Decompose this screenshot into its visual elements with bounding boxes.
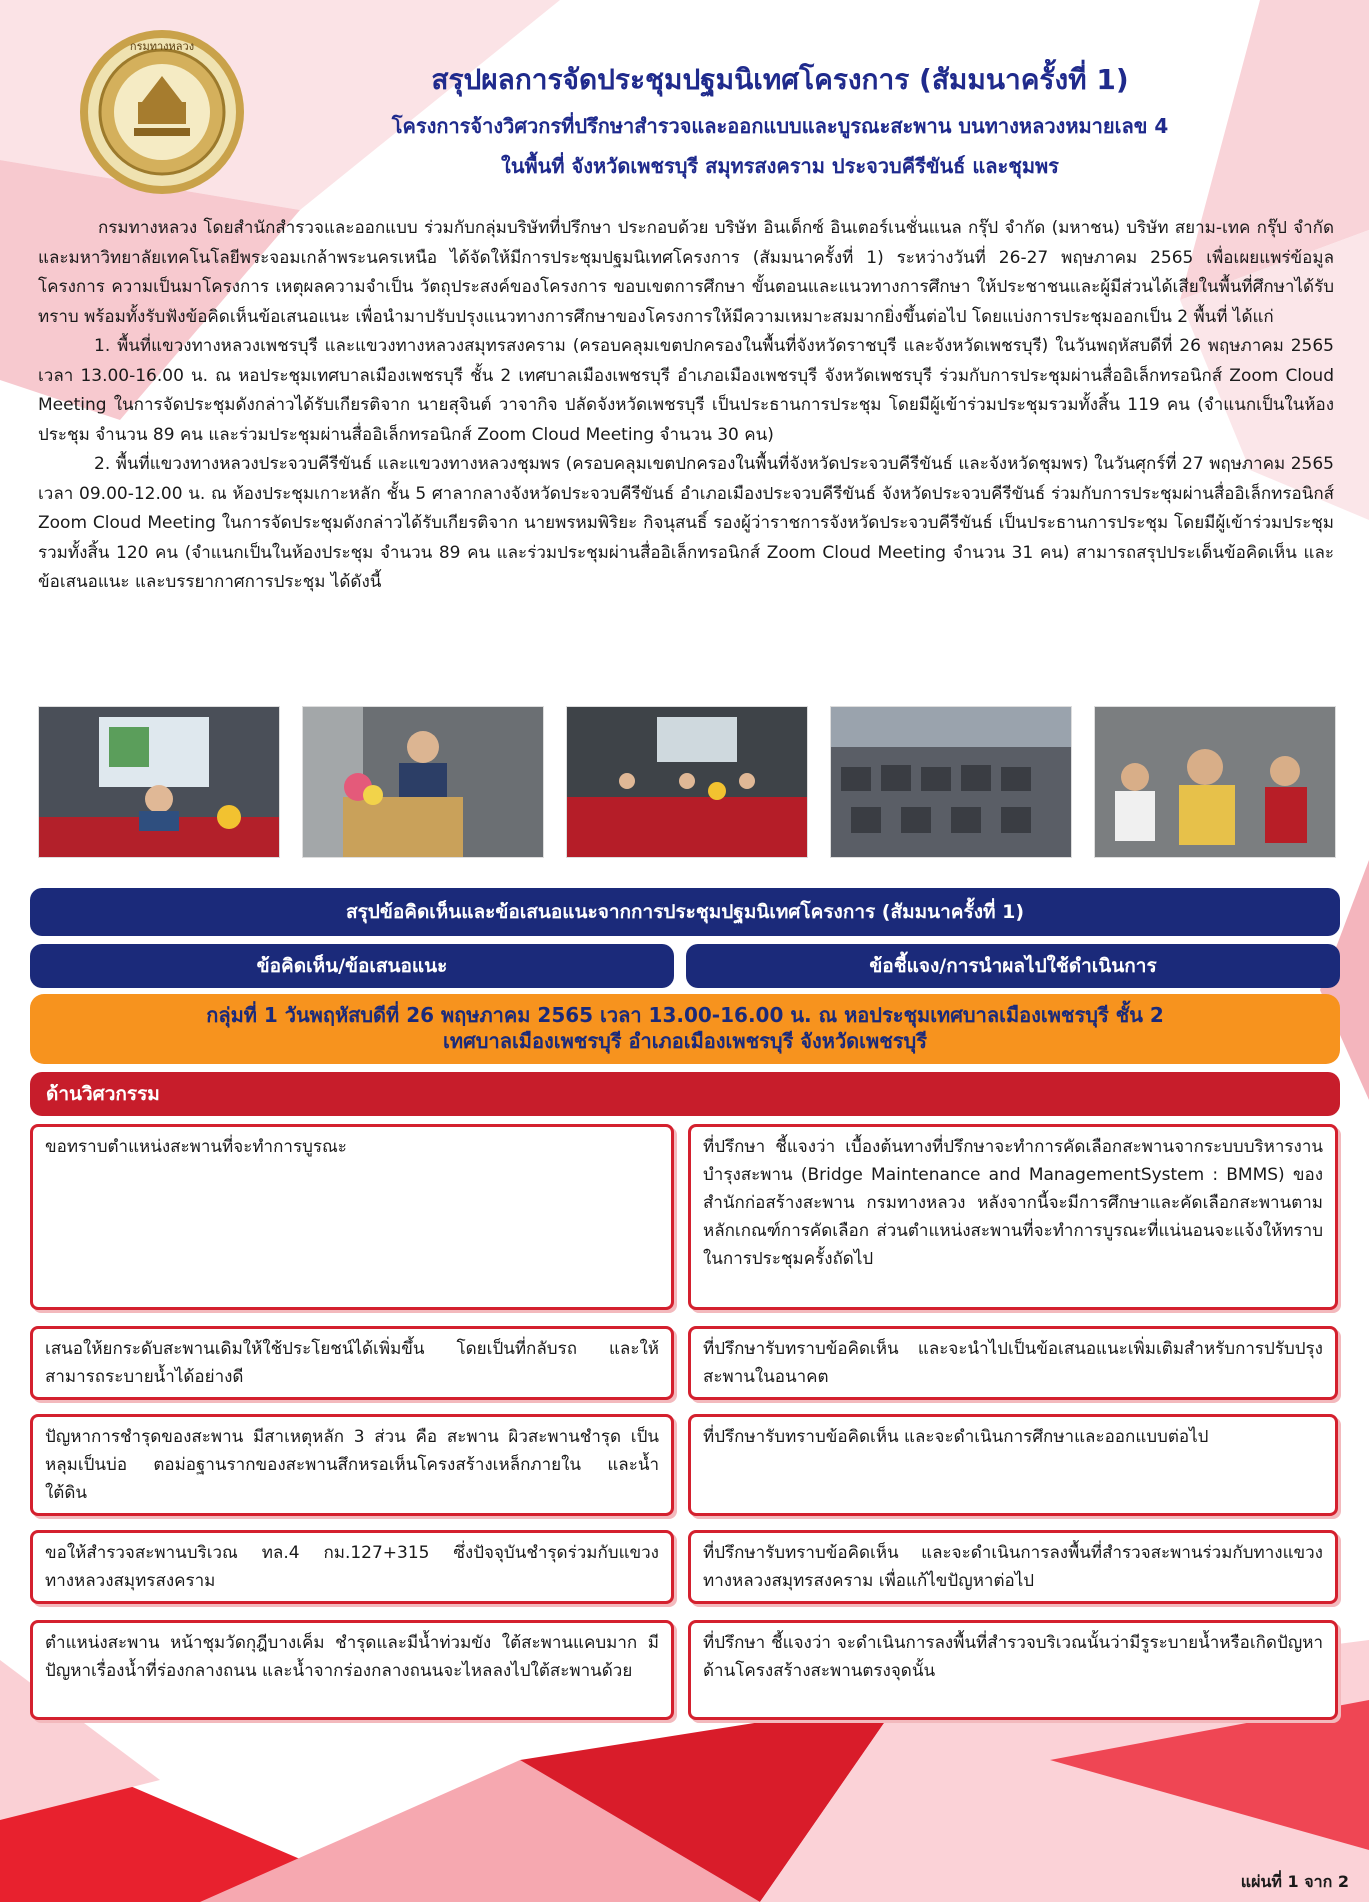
project-area: ในพื้นที่ จังหวัดเพชรบุรี สมุทรสงคราม ประจวบคีรีขันธ์ และชุมพร [501,154,1059,178]
meeting-photo-2 [302,706,544,858]
column-header-comments: ข้อคิดเห็น/ข้อเสนอแนะ [30,944,674,988]
project-subtitle: โครงการจ้างวิศวกรที่ปรึกษาสำรวจและออกแบบและบูรณะสะพาน บนทางหลวงหมายเลข 4 [391,114,1169,138]
summary-title-bar: สรุปข้อคิดเห็นและข้อเสนอแนะจากการประชุมปฐมนิเทศโครงการ (สัมมนาครั้งที่ 1) [30,888,1340,936]
meeting-photos [38,706,1334,858]
intro-text [38,214,1334,598]
response-cell: ที่ปรึกษารับทราบข้อคิดเห็น และจะดำเนินการศึกษาและออกแบบต่อไป [688,1414,1338,1516]
column-header-responses: ข้อชี้แจง/การนำผลไปใช้ดำเนินการ [686,944,1340,988]
department-seal-logo [78,28,246,196]
area-2-paragraph: 2. พื้นที่แขวงทางหลวงประจวบคีรีขันธ์ และแขวงทางหลวงชุมพร (ครอบคลุมเขตปกครองในพื้นที่จังหวัดประจวบคีรีขันธ์ และจังหวัดชุมพร) ในวันศุกร์ที่ 27 พฤษภาคม 2565 เวลา 09.00-12.00 น. ณ ห้องประชุมเกาะหลัก ชั้น 5 ศาลากลางจังหวัดประจวบคีรีขันธ์ อำเภอเมืองประจวบคีรีขันธ์ จังหวัดประจวบคีรีขันธ์ ร่วมกับการประชุมผ่านสื่ออิเล็กทรอนิกส์ Zoom Cloud Meeting ในการจัดประชุมดังกล่าวได้รับเกียรติจาก นายพรหมพิริยะ กิจนุสนธิ์ รองผู้ว่าราชการจังหวัดประจวบคีรีขันธ์ เป็นประธานการประชุม โดยมีผู้เข้าร่วมประชุมรวมทั้งสิ้น 120 คน (จำแนกเป็นในห้องประชุม จำนวน 89 คน และร่วมประชุมผ่านสื่ออิเล็กทรอนิกส์ Zoom Cloud Meeting จำนวน 31 คน) สามารถสรุปประเด็นข้อคิดเห็น และข้อเสนอแนะ และบรรยากาศการประชุม ได้ดังนี้ [38,454,1334,592]
comment-cell: ขอให้สำรวจสะพานบริเวณ ทล.4 กม.127+315 ซึ่งปัจจุบันชำรุดร่วมกับแขวงทางหลวงสมุทรสงคราม [30,1530,674,1604]
group-1-line-1: กลุ่มที่ 1 วันพฤหัสบดีที่ 26 พฤษภาคม 2565 เวลา 13.00-16.00 น. ณ หอประชุมเทศบาลเมืองเพชรบุรี ชั้น 2 [206,1003,1164,1027]
response-cell: ที่ปรึกษารับทราบข้อคิดเห็น และจะดำเนินการลงพื้นที่สำรวจสะพานร่วมกับทางแขวงทางหลวงสมุทรสงคราม เพื่อแก้ไขปัญหาต่อไป [688,1530,1338,1604]
comment-cell: ปัญหาการชำรุดของสะพาน มีสาเหตุหลัก 3 ส่วน คือ สะพาน ผิวสะพานชำรุด เป็นหลุมเป็นบ่อ ตอม่อฐานรากของสะพานสึกหรอเห็นโครงสร้างเหล็กภายใน และน้ำใต้ดิน [30,1414,674,1516]
intro-paragraph: กรมทางหลวง โดยสำนักสำรวจและออกแบบ ร่วมกับกลุ่มบริษัทที่ปรึกษา ประกอบด้วย บริษัท อินเด็กซ์ อินเตอร์เนชั่นแนล กรุ๊ป จำกัด (มหาชน) บริษัท สยาม-เทค กรุ๊ป จำกัด และมหาวิทยาลัยเทคโนโลยีพระจอมเกล้าพระนครเหนือ ได้จัดให้มีการประชุมปฐมนิเทศโครงการ (สัมมนาครั้งที่ 1) ระหว่างวันที่ 26-27 พฤษภาคม 2565 เพื่อเผยแพร่ข้อมูลโครงการ ความเป็นมาโครงการ เหตุผลความจำเป็น วัตถุประสงค์ของโครงการ ขอบเขตการศึกษา ขั้นตอนและแนวทางการศึกษา ให้ประชาชนและผู้มีส่วนได้เสียในพื้นที่ศึกษาได้รับทราบ พร้อมทั้งรับฟังข้อคิดเห็นข้อเสนอแนะ เพื่อนำมาปรับปรุงแนวทางการศึกษาของโครงการให้มีความเหมาะสมมากยิ่งขึ้นต่อไป โดยแบ่งการประชุมออกเป็น 2 พื้นที่ ได้แก่ [38,218,1334,327]
area-1-paragraph: 1. พื้นที่แขวงทางหลวงเพชรบุรี และแขวงทางหลวงสมุทรสงคราม (ครอบคลุมเขตปกครองในพื้นที่จังหวัดราชบุรี และจังหวัดเพชรบุรี) ในวันพฤหัสบดีที่ 26 พฤษภาคม 2565 เวลา 13.00-16.00 น. ณ หอประชุมเทศบาลเมืองเพชรบุรี ชั้น 2 เทศบาลเมืองเพชรบุรี อำเภอเมืองเพชรบุรี จังหวัดเพชรบุรี ร่วมกับการประชุมผ่านสื่ออิเล็กทรอนิกส์ Zoom Cloud Meeting ในการจัดประชุมดังกล่าวได้รับเกียรติจาก นายสุจินต์ วาจากิจ ปลัดจังหวัดเพชรบุรี เป็นประธานการประชุม โดยมีผู้เข้าร่วมประชุมรวมทั้งสิ้น 119 คน (จำแนกเป็นในห้องประชุม จำนวน 89 คน และร่วมประชุมผ่านสื่ออิเล็กทรอนิกส์ Zoom Cloud Meeting จำนวน 30 คน) [38,336,1334,445]
header [0,0,1369,200]
group-1-line-2: เทศบาลเมืองเพชรบุรี อำเภอเมืองเพชรบุรี จังหวัดเพชรบุรี [443,1029,927,1053]
comment-cell: ตำแหน่งสะพาน หน้าชุมวัดกุฎีบางเค็ม ชำรุดและมีน้ำท่วมขัง ใต้สะพานแคบมาก มีปัญหาเรื่องน้ำที่ร่องกลางถนน และน้ำจากร่องกลางถนนจะไหลลงไปใต้สะพานด้วย [30,1620,674,1720]
meeting-photo-4 [830,706,1072,858]
meeting-photo-1 [38,706,280,858]
comment-cell: เสนอให้ยกระดับสะพานเดิมให้ใช้ประโยชน์ได้เพิ่มขึ้น โดยเป็นที่กลับรถ และให้สามารถระบายน้ำได้อย่างดี [30,1326,674,1400]
meeting-photo-3 [566,706,808,858]
response-cell: ที่ปรึกษารับทราบข้อคิดเห็น และจะนำไปเป็นข้อเสนอแนะเพิ่มเติมสำหรับการปรับปรุงสะพานในอนาคต [688,1326,1338,1400]
section-engineering: ด้านวิศวกรรม [30,1072,1340,1116]
response-cell: ที่ปรึกษา ชี้แจงว่า จะดำเนินการลงพื้นที่สำรวจบริเวณนั้นว่ามีรูระบายน้ำหรือเกิดปัญหาด้านโครงสร้างสะพานตรงจุดนั้น [688,1620,1338,1720]
group-1-header [30,994,1340,1064]
comment-cell: ขอทราบตำแหน่งสะพานที่จะทำการบูรณะ [30,1124,674,1310]
page-title: สรุปผลการจัดประชุมปฐมนิเทศโครงการ (สัมมนาครั้งที่ 1) [431,63,1129,96]
page-number: แผ่นที่ 1 จาก 2 [1240,1872,1349,1891]
seal-text: กรมทางหลวง [129,40,195,53]
meeting-photo-5 [1094,706,1336,858]
response-cell: ที่ปรึกษา ชี้แจงว่า เบื้องต้นทางที่ปรึกษาจะทำการคัดเลือกสะพานจากระบบบริหารงานบำรุงสะพาน (Bridge Maintenance and ManagementSystem : BMMS) ของสำนักก่อสร้างสะพาน กรมทางหลวง หลังจากนี้จะมีการศึกษาและคัดเลือกสะพานตามหลักเกณฑ์การคัดเลือก ส่วนตำแหน่งสะพานที่จะทำการบูรณะที่แน่นอนจะแจ้งให้ทราบในการประชุมครั้งถัดไป [688,1124,1338,1310]
